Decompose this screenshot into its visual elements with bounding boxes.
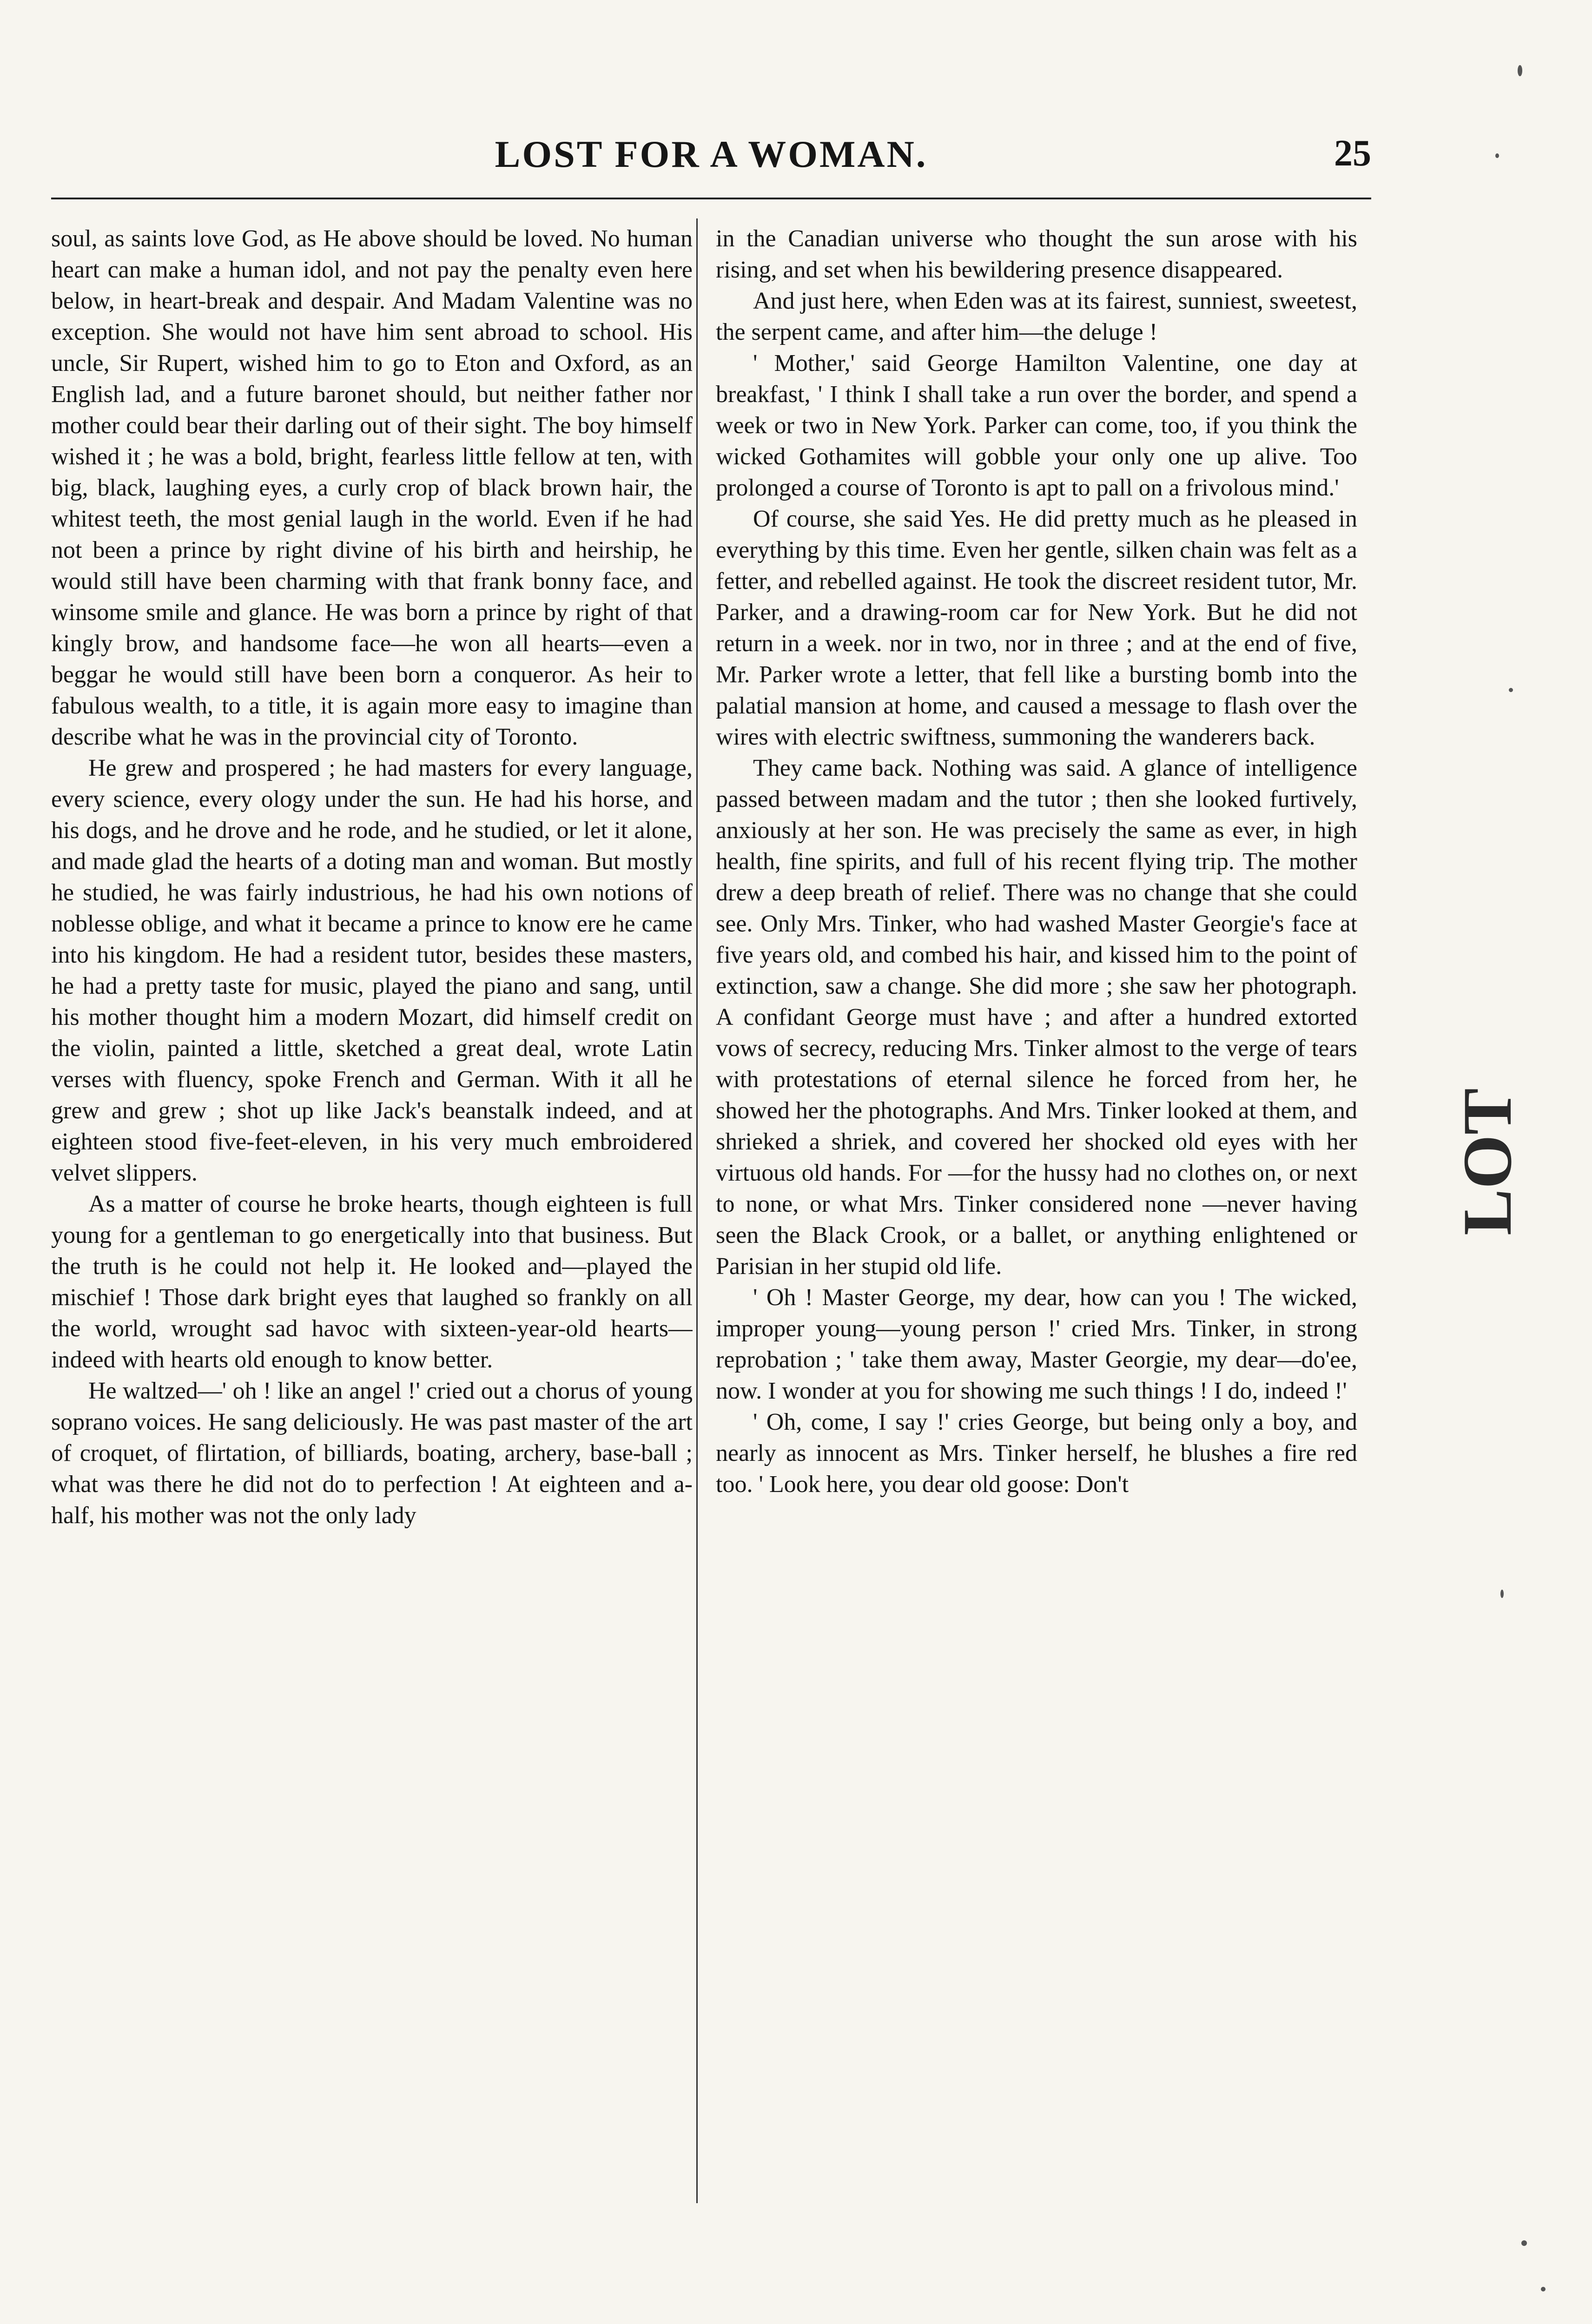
left-paragraph-4: He waltzed—' oh ! like an angel !' cried out a chorus of young soprano voices. He sang deliciously. He was past master of the art of croquet, of flirtation, of billiards, boating, archery, base-ball ; what was there he did not do to perfection ! At eighteen and a-half, his mother was not the only lady	[51, 1378, 693, 1529]
right-paragraph-3: ' Mother,' said George Hamilton Valentine, one day at breakfast, ' I think I shall take a run over the border, and spend a week or two in New York. Parker can come, too, if you think the wicked Gothamites will gobble your only one up alive. Too prolonged a course of Toronto is apt to pall on a frivolous mind.'	[716, 350, 1357, 501]
left-paragraph-1: soul, as saints love God, as He above should be loved. No human heart can make a human idol, and not pay the penalty even here below, in heart-break and despair. And Madam Valentine was no exception. She would not have him sent abroad to school. His uncle, Sir Rupert, wished him to go to Eton and Oxford, as an English lad, and a future baronet should, but neither father nor mother could bear their darling out of their sight. The boy himself wished it ; he was a bold, bright, fearless little fellow at ten, with big, black, laughing eyes, a curly crop of black brown hair, the whitest teeth, the most genial laugh in the world. Even if he had not been a prince by right divine of his birth and heirship, he would still have been charming with that frank bonny face, and winsome smile and glance. He was born a prince by right of that kingly brow, and handsome face—he won all hearts—even a beggar he would still have been born a conqueror. As heir to fabulous wealth, to a title, it is again more easy to imagine than describe what he was in the provincial city of Toronto.	[51, 225, 693, 750]
left-paragraph-2: He grew and prospered ; he had masters for every language, every science, every ology under the sun. He had his horse, and his dogs, and he drove and he rode, and he studied, or let it alone, and made glad the hearts of a doting man and woman. But mostly he studied, he was fairly industrious, he had his own notions of noblesse oblige, and what it became a prince to know ere he came into his kingdom. He had a resident tutor, besides these masters, he had a pretty taste for music, played the piano and sang, until his mother thought him a modern Mozart, did himself credit on the violin, painted a little, sketched a great deal, wrote Latin verses with fluency, spoke French and German. With it all he grew and grew ; shot up like Jack's beanstalk indeed, and at eighteen stood five-feet-eleven, in his very much embroidered velvet slippers.	[51, 755, 693, 1186]
right-column	[716, 223, 1357, 2222]
margin-speck	[1521, 2240, 1527, 2246]
right-paragraph-7: ' Oh, come, I say !' cries George, but being only a boy, and nearly as innocent as Mrs. Tinker herself, he blushes a fire red too. ' Look here, you dear old goose: Don't	[716, 1409, 1357, 1498]
column-divider	[696, 218, 698, 2203]
right-paragraph-5: They came back. Nothing was said. A glance of intelligence passed between madam and the tutor ; then she looked furtively, anxiously at her son. He was precisely the same as ever, in high health, fine spirits, and full of his recent flying trip. The mother drew a deep breath of relief. There was no change that she could see. Only Mrs. Tinker, who had washed Master Georgie's face at five years old, and combed his hair, and kissed him to the point of extinction, saw a change. She did more ; she saw her photograph. A confidant George must have ; and after a hundred extorted vows of secrecy, reducing Mrs. Tinker almost to the verge of tears with protestations of eternal silence he forced from her, he showed her the photographs. And Mrs. Tinker looked at them, and shrieked a shriek, and covered her shocked old eyes with her virtuous old hands. For —for the hussy had no clothes on, or next to none, or what Mrs. Tinker considered none —never having seen the Black Crook, or a ballet, or anything enlightened or Parisian in her stupid old life.	[716, 755, 1357, 1280]
right-paragraph-6: ' Oh ! Master George, my dear, how can you ! The wicked, improper young—young person !' cried Mrs. Tinker, in strong reprobation ; ' take them away, Master Georgie, my dear—do'ee, now. I wonder at you for showing me such things ! I do, indeed !'	[716, 1284, 1357, 1404]
margin-stamp: LOT	[1449, 1088, 1526, 1236]
left-paragraph-3: As a matter of course he broke hearts, though eighteen is full young for a gentleman to go energetically into that business. But the truth is he could not help it. He looked and—played the mischief ! Those dark bright eyes that laughed so frankly on all the world, wrought sad havoc with sixteen-year-old hearts—indeed with hearts old enough to know better.	[51, 1191, 693, 1373]
header-rule	[51, 198, 1371, 199]
right-paragraph-1: in the Canadian universe who thought the sun arose with his rising, and set when his bewildering presence disappeared.	[716, 225, 1357, 283]
running-title: LOST FOR A WOMAN.	[495, 133, 928, 175]
margin-speck	[1500, 1590, 1504, 1598]
margin-speck	[1509, 688, 1513, 692]
running-head	[51, 132, 1371, 188]
left-column	[51, 223, 693, 2222]
margin-speck	[1541, 2287, 1546, 2291]
margin-speck	[1518, 65, 1522, 76]
right-paragraph-2: And just here, when Eden was at its fairest, sunniest, sweetest, the serpent came, and after him—the deluge !	[716, 288, 1357, 345]
page-number: 25	[1334, 133, 1371, 174]
right-paragraph-4: Of course, she said Yes. He did pretty much as he pleased in everything by this time. Even her gentle, silken chain was felt as a fetter, and rebelled against. He took the discreet resident tutor, Mr. Parker, and a drawing-room car for New York. But he did not return in a week. nor in two, nor in three ; and at the end of five, Mr. Parker wrote a letter, that fell like a bursting bomb into the palatial mansion at home, and caused a message to flash over the wires with electric swiftness, summoning the wanderers back.	[716, 506, 1357, 750]
margin-speck	[1495, 153, 1499, 158]
